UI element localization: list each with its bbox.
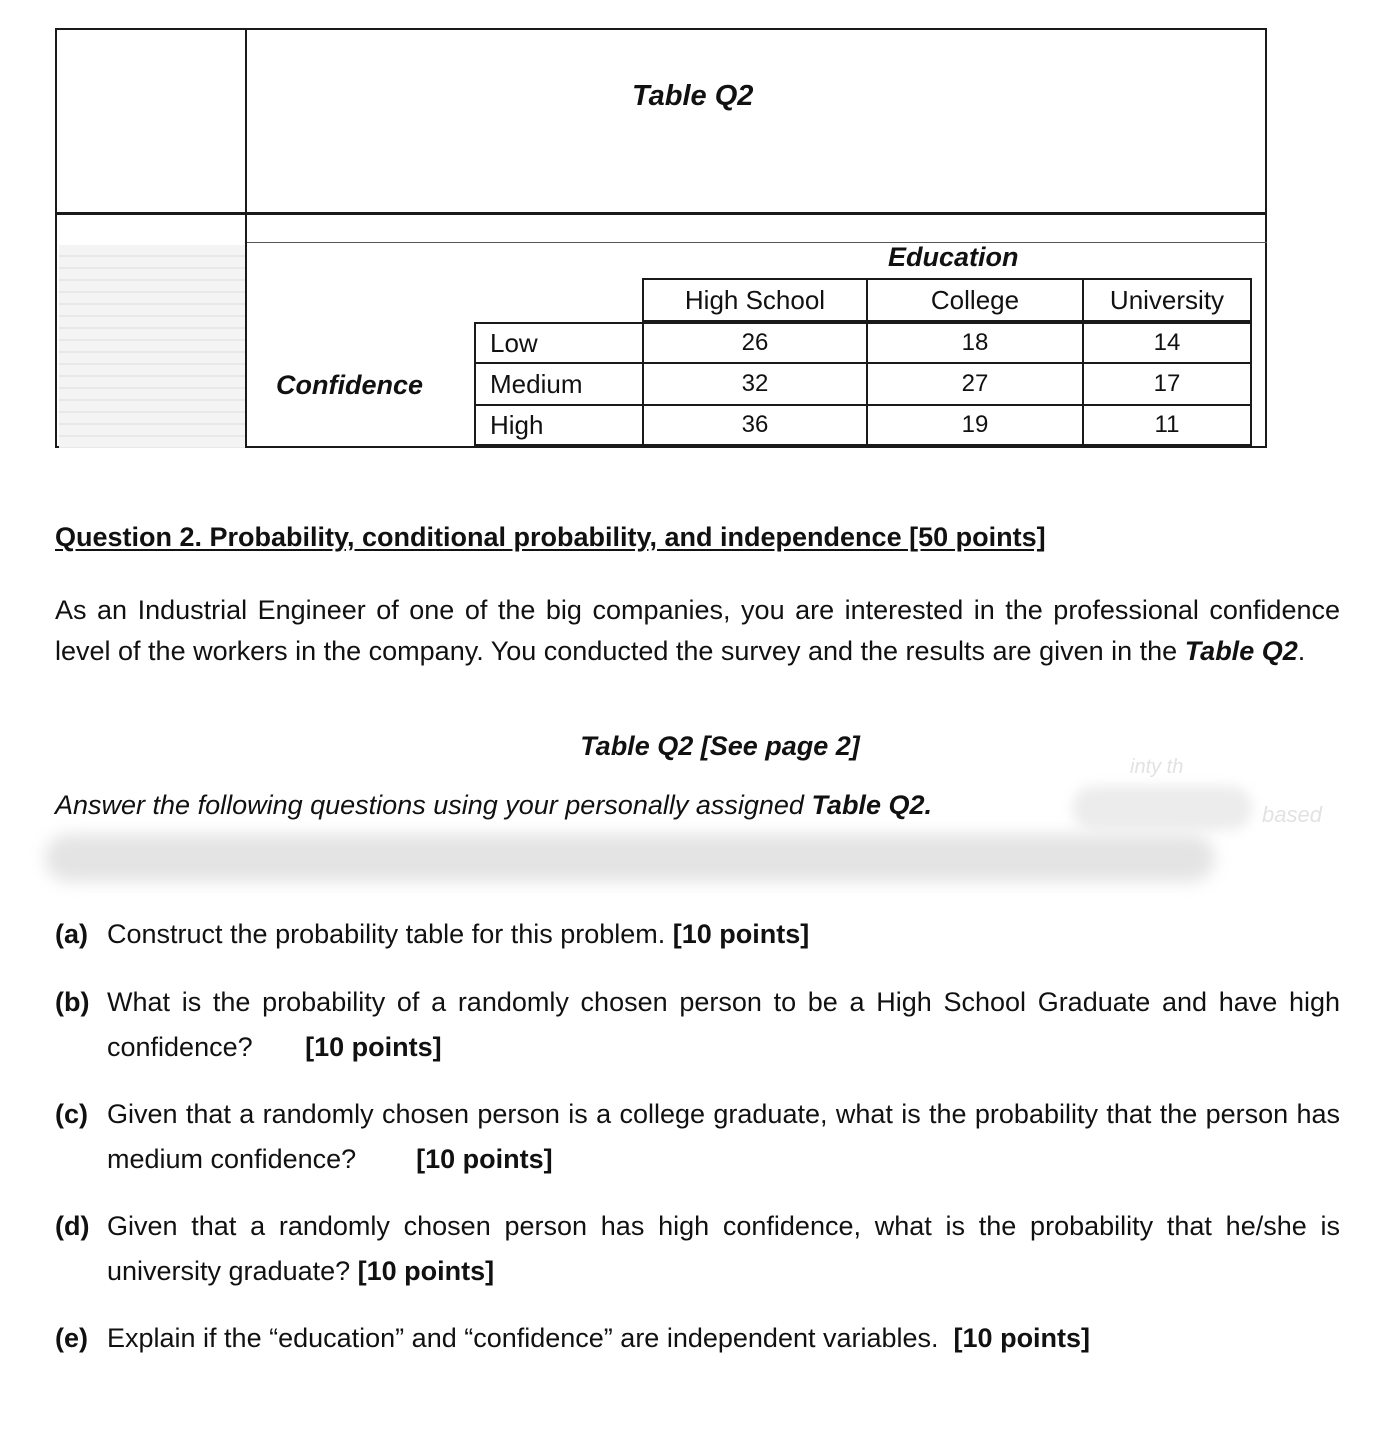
sub-question-marker: (c) bbox=[55, 1099, 88, 1129]
sub-question-marker: (b) bbox=[55, 987, 90, 1017]
sub-question-points: [10 points] bbox=[305, 1032, 442, 1062]
contingency-table bbox=[474, 278, 1252, 446]
confidence-header: Confidence bbox=[276, 370, 424, 400]
cell-medium-college: 27 bbox=[866, 362, 1084, 406]
cell-low-high-school: 26 bbox=[642, 322, 868, 364]
cell-low-college: 18 bbox=[866, 322, 1084, 364]
intro-text: As an Industrial Engineer of one of the big companies, you are interested in the professional confidence level of the workers in the company. You conducted the survey and the results are given in the bbox=[55, 595, 1340, 666]
cell-high-university: 11 bbox=[1082, 404, 1252, 446]
sub-question-text: What is the probability of a randomly chosen person to be a High School Graduate and have high confidence? bbox=[107, 987, 1340, 1062]
faded-left-strip bbox=[59, 245, 245, 448]
sub-question-text: Construct the probability table for this problem. bbox=[107, 919, 673, 949]
table-reference: Table Q2 [See page 2] bbox=[580, 731, 860, 761]
row-label-high: High bbox=[474, 404, 644, 446]
cell-high-college: 19 bbox=[866, 404, 1084, 446]
sub-question-marker: (d) bbox=[55, 1211, 90, 1241]
sub-question-points: [10 points] bbox=[953, 1323, 1091, 1353]
sub-question-marker: (e) bbox=[55, 1323, 88, 1353]
intro-end: . bbox=[1297, 636, 1306, 666]
sub-question-marker: (a) bbox=[55, 919, 88, 949]
col-header-high-school: High School bbox=[642, 278, 868, 322]
cell-medium-university: 17 bbox=[1082, 362, 1252, 406]
sub-question-points: [10 points] bbox=[672, 919, 810, 949]
education-header: Education bbox=[888, 242, 1019, 272]
col-header-university: University bbox=[1082, 278, 1252, 322]
sub-question-points: [10 points] bbox=[357, 1256, 495, 1286]
row-label-low: Low bbox=[474, 322, 644, 364]
redacted-region-2 bbox=[45, 834, 1215, 882]
sub-question-text: Explain if the “education” and “confidence” are independent variables. bbox=[107, 1323, 954, 1353]
table-inner-divider bbox=[247, 242, 1267, 243]
answer-instruction bbox=[55, 790, 932, 821]
cell-high-high-school: 36 bbox=[642, 404, 868, 446]
sub-question-c bbox=[55, 1092, 1340, 1182]
table-divider bbox=[57, 212, 1265, 215]
sub-question-text: Given that a randomly chosen person has high confidence, what is the probability that he/she is university graduate? bbox=[107, 1211, 1340, 1286]
redacted-region-1 bbox=[1072, 786, 1252, 830]
intro-table-ref: Table Q2 bbox=[1184, 636, 1298, 666]
answer-prefix: Answer the following questions using your personally assigned bbox=[55, 790, 812, 820]
table-caption: Table Q2 bbox=[632, 80, 754, 112]
sub-question-e bbox=[55, 1316, 1340, 1361]
sub-question-b bbox=[55, 980, 1340, 1070]
faint-text-1: inty th bbox=[1130, 756, 1184, 778]
sub-question-text: Given that a randomly chosen person is a college graduate, what is the probability that the person has medium confidence? bbox=[107, 1099, 1340, 1174]
sub-question-a bbox=[55, 912, 1340, 957]
sub-question-d bbox=[55, 1204, 1340, 1294]
sub-question-points: [10 points] bbox=[416, 1144, 553, 1174]
question-title: Question 2. Probability, conditional probability, and independence [50 points] bbox=[55, 522, 1046, 552]
question-intro bbox=[55, 590, 1340, 672]
cell-low-university: 14 bbox=[1082, 322, 1252, 364]
row-label-medium: Medium bbox=[474, 362, 644, 406]
faint-text-2: based bbox=[1262, 802, 1322, 827]
answer-table-ref: Table Q2. bbox=[811, 790, 932, 820]
cell-medium-high-school: 32 bbox=[642, 362, 868, 406]
col-header-college: College bbox=[866, 278, 1084, 322]
